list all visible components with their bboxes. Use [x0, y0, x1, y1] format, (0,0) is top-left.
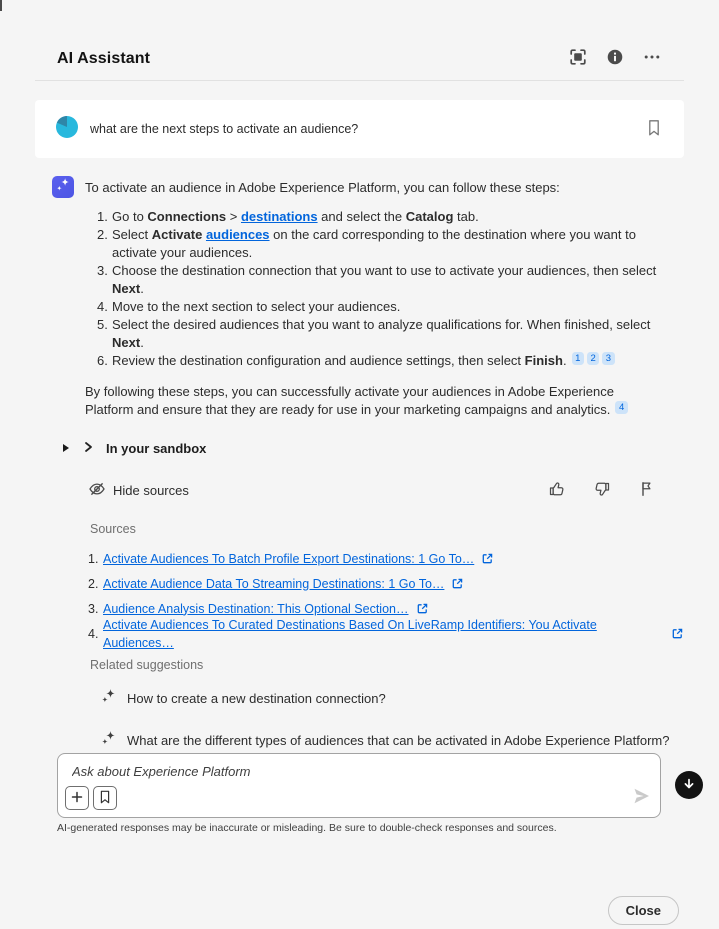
step-item: 2. Select Activate audiences on the card corresponding to the destination where you want to activate your audiences.	[97, 227, 636, 260]
source-link[interactable]: Audience Analysis Destination: This Optional Section…	[103, 601, 409, 616]
text-segment: and select the	[317, 209, 406, 224]
bookmark-icon	[99, 790, 111, 807]
eye-off-icon	[88, 480, 106, 501]
sources-label: Sources	[90, 522, 136, 536]
info-button[interactable]	[604, 46, 626, 71]
flag-button[interactable]	[636, 478, 658, 503]
send-icon	[632, 787, 651, 809]
header-icon-group	[567, 46, 663, 71]
text-segment: on the card corresponding to the destination where you want to activate your audiences.	[112, 227, 636, 260]
step-item: 6. Review the destination configuration and audience settings, then select Finish. 1 2 3	[97, 352, 678, 370]
external-link-icon	[416, 602, 429, 615]
text-segment: Review the destination configuration and audience settings, then select	[112, 353, 525, 368]
step-item: 4. Move to the next section to select your audiences.	[97, 299, 401, 314]
disclaimer-text: AI-generated responses may be inaccurate or misleading. Be sure to double-check responses and sources.	[57, 822, 557, 834]
sparkle-icon	[52, 174, 74, 201]
text-segment: Go to	[112, 209, 148, 224]
close-button[interactable]: Close	[608, 896, 679, 925]
header-divider	[35, 80, 684, 81]
window-edge-artifact	[0, 0, 2, 11]
source-item: 1. Activate Audiences To Batch Profile Export Destinations: 1 Go To…	[88, 546, 684, 571]
external-link-icon	[481, 552, 494, 565]
arrow-down-icon	[682, 777, 696, 794]
suggestions-label: Related suggestions	[90, 658, 204, 672]
sources-toolbar	[88, 478, 658, 503]
sparkle-icon	[100, 729, 118, 752]
hide-sources-label: Hide sources	[113, 483, 189, 498]
text-segment: Catalog	[405, 209, 454, 224]
source-link[interactable]: Activate Audiences To Curated Destinations Based On LiveRamp Identifiers: You Activate Audiences…	[103, 617, 597, 650]
flag-icon	[638, 480, 656, 501]
bookmark-message-button[interactable]	[645, 117, 663, 142]
composer-actions	[65, 786, 117, 810]
text-segment: .	[140, 335, 144, 350]
citation-badge[interactable]: 4	[615, 401, 627, 414]
text-segment: Next	[112, 281, 141, 296]
text-segment: Connections	[147, 209, 227, 224]
text-segment: Next	[112, 335, 141, 350]
page-title: AI Assistant	[57, 49, 151, 67]
text-segment: Choose the destination connection that you want to use to activate your audiences, then select	[112, 263, 657, 278]
bookmark-icon	[647, 119, 661, 140]
text-segment: >	[226, 209, 241, 224]
info-icon	[606, 48, 624, 69]
user-message-text: what are the next steps to activate an audience?	[90, 122, 359, 136]
step-item: 3. Choose the destination connection that you want to use to activate your audiences, then select Next.	[97, 263, 657, 296]
more-options-button[interactable]	[641, 46, 663, 71]
panel-header	[57, 46, 663, 71]
saved-prompts-button[interactable]	[93, 786, 117, 810]
source-link[interactable]: Activate Audience Data To Streaming Destinations: 1 Go To…	[103, 576, 445, 591]
suggestion-text: What are the different types of audiences that can be activated in Adobe Experience Platform?	[127, 732, 670, 748]
thumbs-down-icon	[593, 480, 611, 501]
steps-list	[35, 208, 684, 370]
text-segment: .	[140, 281, 144, 296]
thumbs-down-button[interactable]	[591, 478, 613, 503]
step-item: 1. Go to Connections > destinations and select the Catalog tab.	[97, 209, 479, 224]
expand-icon	[569, 48, 587, 69]
chevron-right-icon	[83, 440, 93, 458]
prompt-composer	[57, 753, 661, 818]
inline-link[interactable]: destinations	[240, 209, 318, 224]
feedback-group	[546, 478, 658, 503]
assistant-summary	[85, 383, 661, 419]
external-link-icon	[671, 627, 684, 640]
inline-link[interactable]: audiences	[205, 227, 270, 242]
text-segment: By following these steps, you can successfully activate your audiences in Adobe Experience Platform and ensure that they are ready for use in your marketing campaigns and analytics.	[85, 384, 614, 417]
source-item: 4. Activate Audiences To Curated Destinations Based On LiveRamp Identifiers: You Activate Audiences…	[88, 621, 684, 646]
sandbox-label: In your sandbox	[106, 441, 207, 456]
source-item: 3. Audience Analysis Destination: This Optional Section…	[88, 596, 684, 621]
text-segment: .	[562, 353, 571, 368]
user-avatar	[56, 116, 78, 143]
source-item: 2. Activate Audience Data To Streaming Destinations: 1 Go To…	[88, 571, 684, 596]
scroll-to-bottom-button[interactable]	[675, 771, 703, 799]
suggestion-text: How to create a new destination connection?	[127, 690, 386, 706]
text-segment: tab.	[453, 209, 479, 224]
citation-badge[interactable]: 2	[587, 352, 599, 365]
text-segment: Select	[112, 227, 152, 242]
hide-sources-button[interactable]	[88, 480, 189, 501]
text-segment: Move to the next section to select your audiences.	[112, 299, 401, 314]
prompt-input[interactable]	[72, 764, 646, 790]
source-link[interactable]: Activate Audiences To Batch Profile Export Destinations: 1 Go To…	[103, 551, 475, 566]
suggestion-item[interactable]	[100, 687, 684, 710]
citation-badge[interactable]: 1	[572, 352, 584, 365]
step-item: 5. Select the desired audiences that you want to analyze qualifications for. When finished, select Next.	[97, 317, 651, 350]
add-button[interactable]	[65, 786, 89, 810]
sparkle-icon	[100, 687, 118, 710]
disclosure-triangle-icon	[62, 440, 70, 458]
plus-icon	[70, 790, 84, 807]
assistant-intro-row	[35, 176, 684, 198]
text-segment: Select the desired audiences that you want to analyze qualifications for. When finished, select	[112, 317, 651, 332]
text-segment: Finish	[524, 353, 563, 368]
suggestion-item[interactable]	[100, 729, 684, 752]
expand-button[interactable]	[567, 46, 589, 71]
send-button[interactable]	[632, 787, 651, 809]
external-link-icon	[451, 577, 464, 590]
citation-badge[interactable]: 3	[602, 352, 614, 365]
assistant-avatar	[52, 176, 74, 198]
thumbs-up-icon	[548, 480, 566, 501]
text-segment: Activate	[151, 227, 203, 242]
assistant-intro: To activate an audience in Adobe Experience Platform, you can follow these steps:	[85, 180, 560, 195]
thumbs-up-button[interactable]	[546, 478, 568, 503]
assistant-message	[35, 176, 684, 752]
sandbox-disclosure[interactable]	[62, 440, 684, 458]
ellipsis-icon	[643, 48, 661, 69]
sources-list	[35, 546, 684, 650]
user-message	[35, 100, 684, 158]
